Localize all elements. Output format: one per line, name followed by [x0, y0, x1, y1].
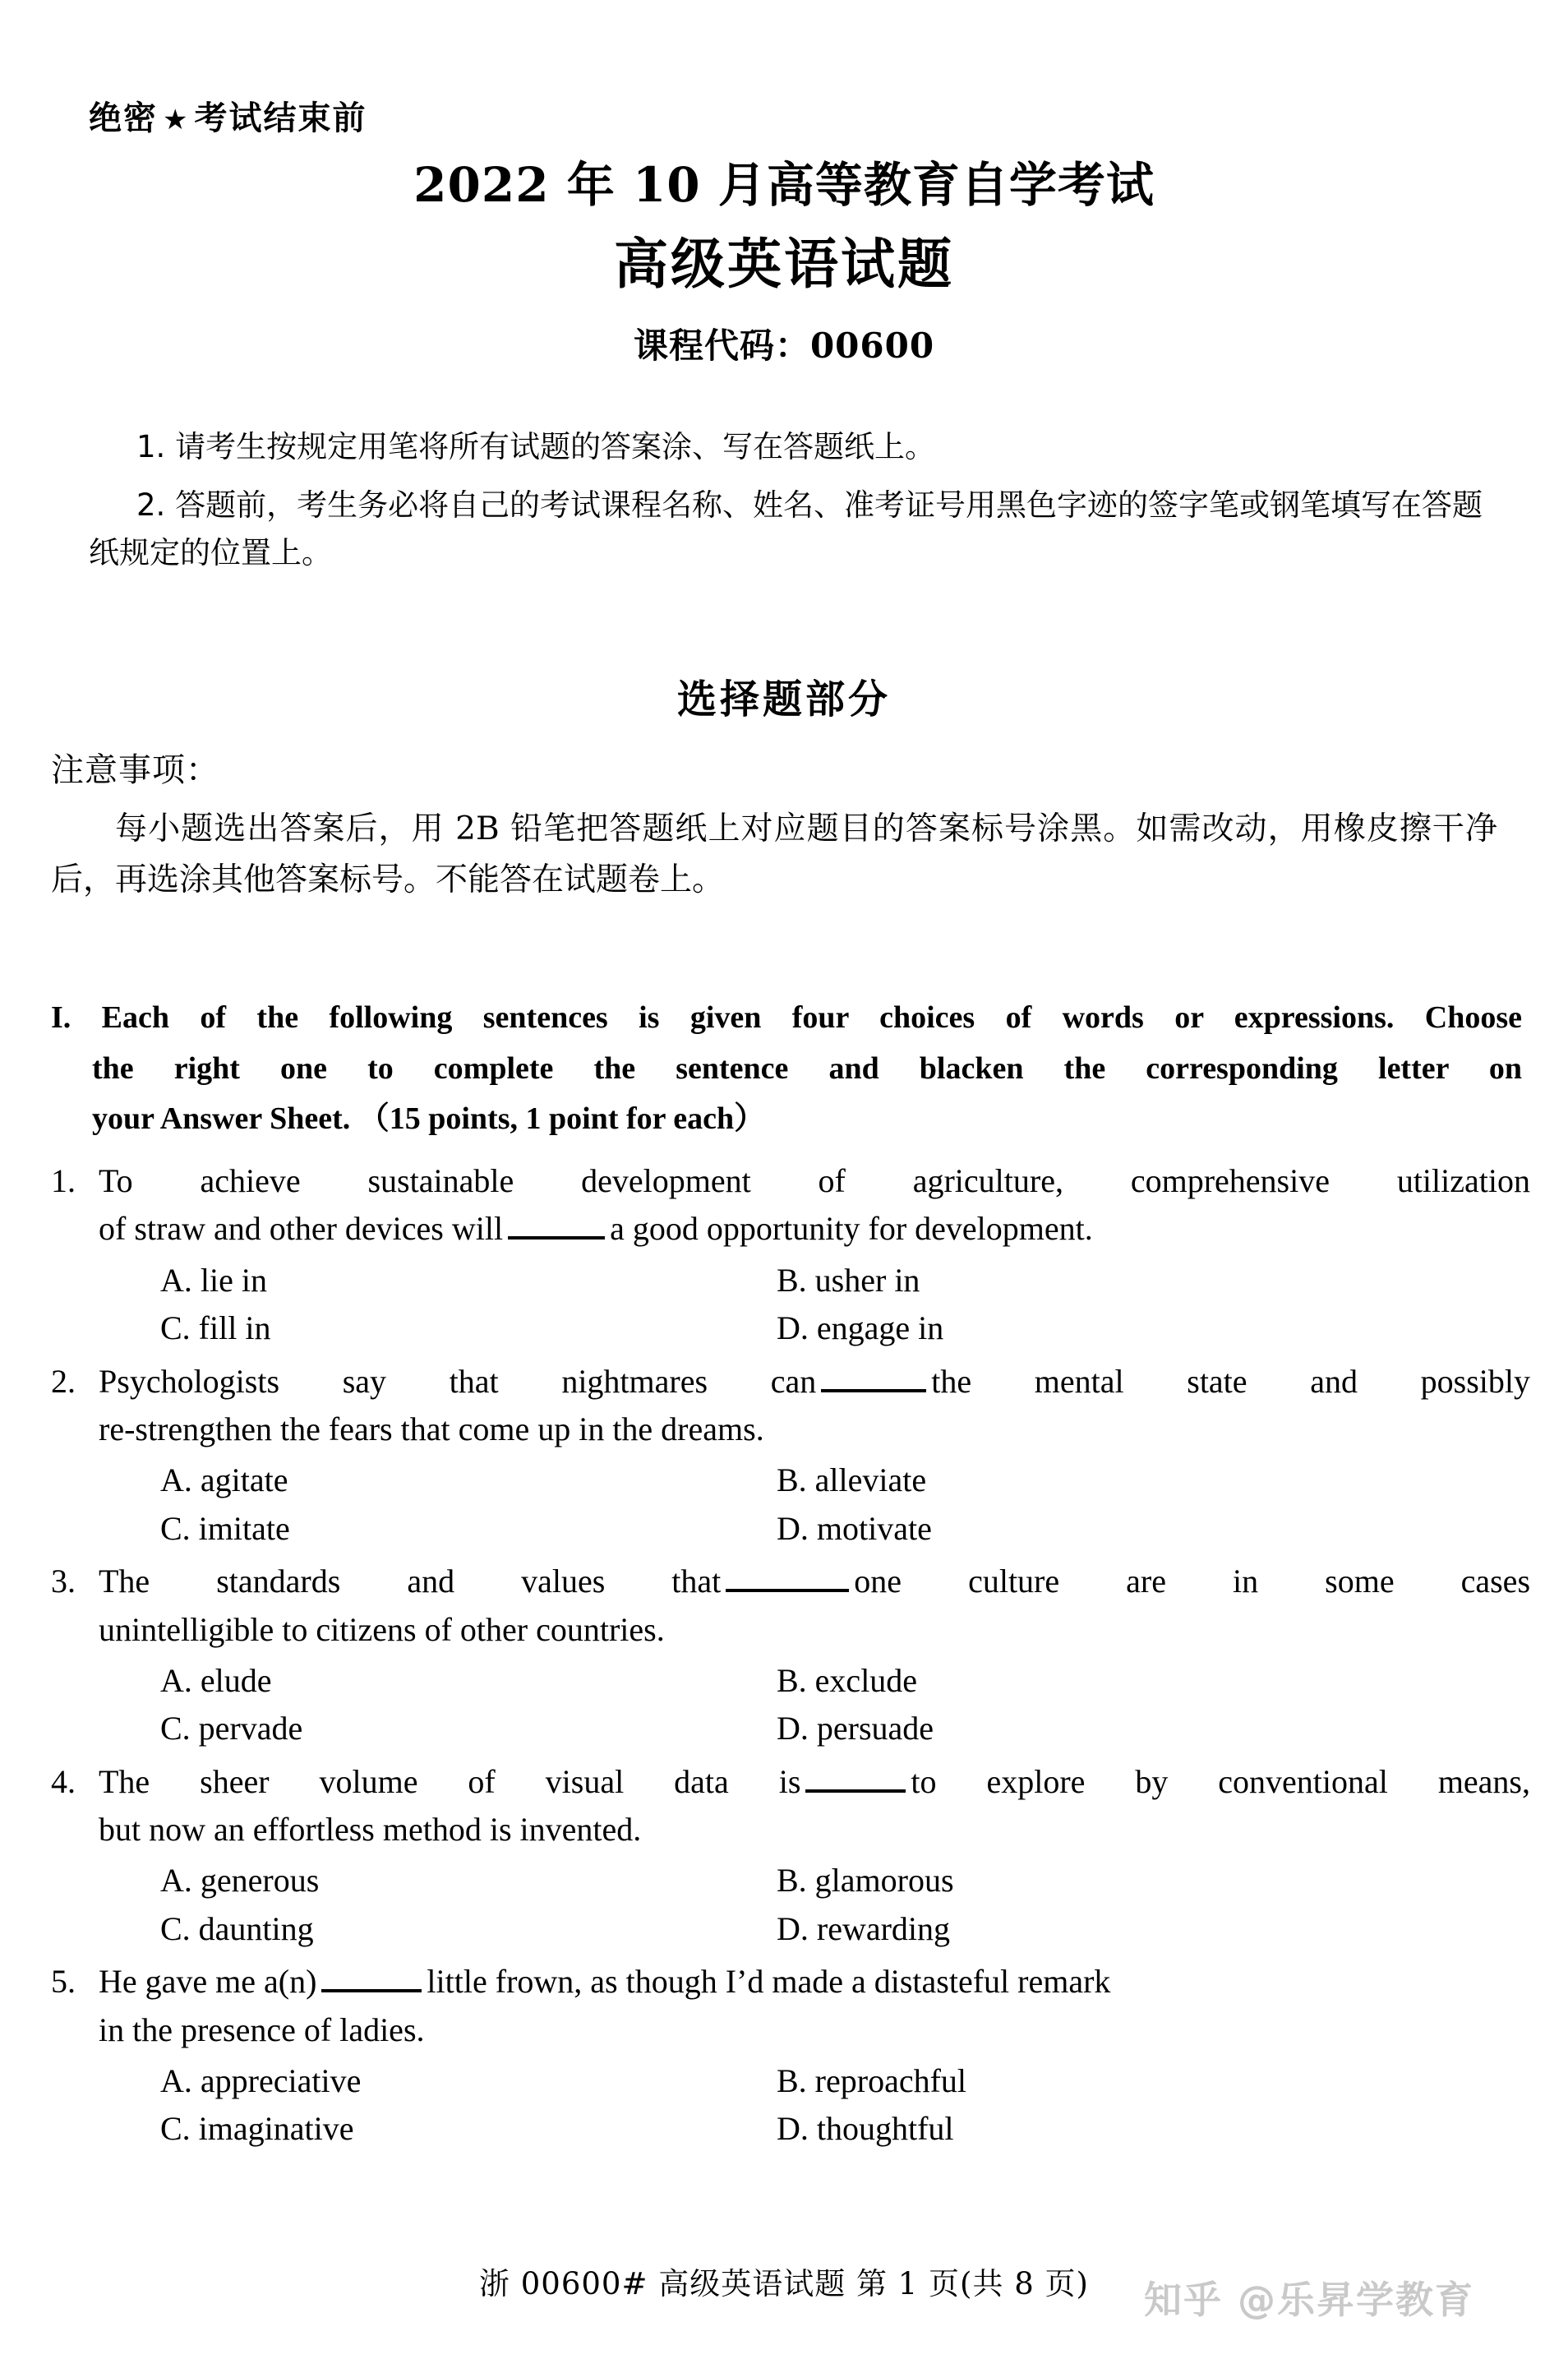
title-block [0, 156, 1568, 368]
option-row [160, 1304, 1530, 1352]
question-stem-line-2: re-strengthen the fears that come up in the dreams. [99, 1410, 764, 1447]
option-c[interactable]: C. imaginative [160, 2110, 354, 2148]
question-item [51, 1758, 1530, 1954]
option-group [160, 2057, 1530, 2154]
stem-after-blank: little frown, as though I’d made a distasteful remark [427, 1963, 1111, 2001]
notice-body: 每小题选出答案后，用 2B 铅笔把答题纸上对应题目的答案标号涂黑。如需改动，用橡皮擦干净后，再选涂其他答案标号。不能答在试题卷上。 [51, 810, 1497, 899]
stem-after-blank: one culture are in some cases [854, 1563, 1531, 1600]
star-icon: ★ [163, 104, 190, 136]
option-group [160, 1857, 1530, 1953]
stem-before-blank: The standards and values that [99, 1563, 722, 1600]
stem-before-blank: Psychologists say that nightmares can [99, 1362, 817, 1400]
question-text [99, 1958, 1530, 2054]
option-d[interactable]: D. persuade [777, 1710, 934, 1747]
course-code: 课程代码：00600 [633, 325, 935, 366]
option-b[interactable]: B. reproachful [777, 2062, 967, 2100]
option-row [160, 1257, 1530, 1304]
option-group [160, 1257, 1530, 1353]
option-row [160, 1657, 1530, 1705]
stem-after-blank: a good opportunity for development. [610, 1210, 1093, 1248]
option-row [160, 1905, 1530, 1953]
secrecy-time: 考试结束前 [194, 99, 367, 137]
answer-blank [726, 1558, 849, 1592]
question-stem-line-1 [99, 1358, 1530, 1406]
option-d[interactable]: D. thoughtful [777, 2110, 954, 2148]
question-stem [51, 1758, 1530, 1854]
question-item [51, 1157, 1530, 1353]
option-b[interactable]: B. exclude [777, 1661, 918, 1699]
option-a[interactable]: A. lie in [160, 1261, 267, 1299]
question-stem-line-2: in the presence of ladies. [99, 2010, 425, 2048]
answer-blank [805, 1759, 906, 1793]
answer-blank [821, 1359, 926, 1392]
option-a[interactable]: A. generous [160, 1862, 320, 1900]
question-stem [51, 1558, 1530, 1654]
question-list [51, 1157, 1530, 2158]
question-number: 5. [51, 1963, 76, 2001]
option-row [160, 2057, 1530, 2105]
option-b[interactable]: B. glamorous [777, 1862, 954, 1900]
question-stem [51, 1958, 1530, 2054]
question-text [99, 1558, 1530, 1654]
front-instruction-2: 2. 答题前，考生务必将自己的考试课程名称、姓名、准考证号用黑色字迹的签字笔或钢笔填写在答题纸规定的位置上。 [89, 487, 1483, 570]
question-text [99, 1358, 1530, 1454]
question-stem-line-2 [99, 1205, 1530, 1253]
stem-before-blank: He gave me a(n) [99, 1963, 317, 2001]
option-row [160, 1505, 1530, 1553]
question-item [51, 1958, 1530, 2154]
question-item [51, 1558, 1530, 1753]
option-a[interactable]: A. agitate [160, 1461, 288, 1499]
stem-before-blank: The sheer volume of visual data is [99, 1762, 801, 1800]
option-c[interactable]: C. pervade [160, 1710, 303, 1747]
question-number: 1. [51, 1162, 76, 1199]
question-stem-line-2: unintelligible to citizens of other countries. [99, 1610, 665, 1648]
answer-blank [508, 1207, 605, 1240]
section-title: 选择题部分 [676, 676, 891, 722]
stem-after-blank: to explore by conventional means, [911, 1762, 1531, 1800]
front-instructions [89, 423, 1486, 588]
question-stem-line-1 [99, 1958, 1530, 2006]
question-number: 2. [51, 1362, 76, 1400]
stem-before-blank: of straw and other devices will [99, 1210, 504, 1248]
question-item [51, 1358, 1530, 1553]
option-row [160, 2105, 1530, 2153]
part-one-directions [51, 993, 1522, 1145]
directions-line-1: I. Each of the following sentences is given four choices of words or expressions. Choose [51, 1000, 1522, 1035]
front-instruction-1: 1. 请考生按规定用笔将所有试题的答案涂、写在答题纸上。 [136, 429, 936, 464]
watermark: 知乎 @乐昇学教育 [1144, 2278, 1475, 2322]
option-row [160, 1705, 1530, 1752]
option-a[interactable]: A. elude [160, 1661, 272, 1699]
option-a[interactable]: A. appreciative [160, 2062, 362, 2100]
option-group [160, 1657, 1530, 1753]
secrecy-notice [89, 92, 367, 139]
option-b[interactable]: B. usher in [777, 1261, 920, 1299]
option-group [160, 1456, 1530, 1553]
option-row [160, 1456, 1530, 1504]
option-d[interactable]: D. motivate [777, 1509, 932, 1547]
question-number: 4. [51, 1762, 76, 1800]
answer-blank [321, 1959, 422, 1992]
page-footer: 浙 00600# 高级英语试题 第 1 页(共 8 页) [479, 2266, 1089, 2301]
directions-line-3: your Answer Sheet. （15 points, 1 point for each） [92, 1101, 766, 1137]
question-stem-line-1: To achieve sustainable development of agriculture, comprehensive utilization [99, 1162, 1530, 1199]
notice-label: 注意事项： [51, 751, 219, 789]
directions-line-2: the right one to complete the sentence and blacken the corresponding letter on [92, 1050, 1522, 1086]
option-d[interactable]: D. rewarding [777, 1909, 951, 1947]
question-number: 3. [51, 1563, 76, 1600]
option-c[interactable]: C. fill in [160, 1309, 271, 1347]
option-d[interactable]: D. engage in [777, 1309, 944, 1347]
question-text [99, 1157, 1530, 1253]
secrecy-label: 绝密 [89, 99, 158, 137]
option-c[interactable]: C. imitate [160, 1509, 290, 1547]
question-stem-line-2: but now an effortless method is invented. [99, 1811, 642, 1849]
stem-after-blank: the mental state and possibly [931, 1362, 1530, 1400]
option-c[interactable]: C. daunting [160, 1909, 314, 1947]
question-stem-line-1 [99, 1558, 1530, 1605]
exam-title: 2022 年 10 月高等教育自学考试 [413, 157, 1155, 213]
paper-title: 高级英语试题 [614, 232, 954, 296]
question-stem-line-1 [99, 1758, 1530, 1806]
question-stem [51, 1157, 1530, 1253]
option-row [160, 1857, 1530, 1904]
option-b[interactable]: B. alleviate [777, 1461, 927, 1499]
question-stem [51, 1358, 1530, 1454]
question-text [99, 1758, 1530, 1854]
